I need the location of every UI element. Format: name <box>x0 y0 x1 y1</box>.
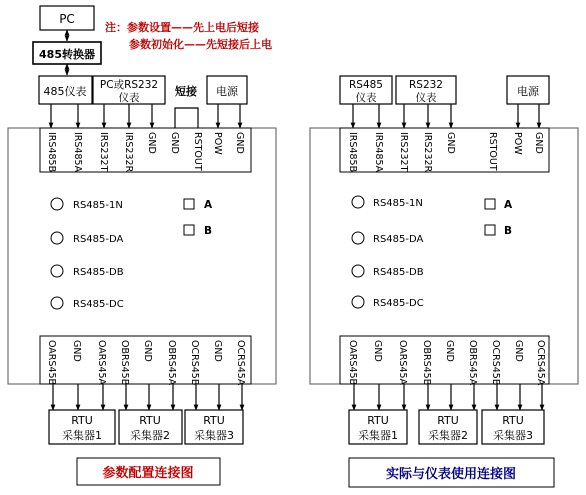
pc-label: PC <box>59 12 75 26</box>
right-rtu-group <box>349 410 544 444</box>
indicator-label: RS485-DA <box>73 234 124 245</box>
indicator-label: RS485-DC <box>73 299 124 310</box>
rtu-label: RTU <box>437 414 459 427</box>
indicator-label: RS485-1N <box>373 198 423 209</box>
pin-label: OARS45A <box>397 340 408 386</box>
pin-label: GND <box>71 340 82 362</box>
pin-label: IRS232T <box>98 132 109 172</box>
led-icon <box>51 297 63 309</box>
indicator-label: RS485-DA <box>373 234 424 245</box>
indicator-label: RS485-1N <box>73 200 123 211</box>
rs485-meter-label-1: RS485 <box>348 79 384 91</box>
switch-label: A <box>504 199 513 211</box>
pin-label: GND <box>445 132 456 154</box>
led-icon <box>352 296 364 308</box>
pin-label: RSTOUT <box>487 132 498 171</box>
left-top-wires <box>51 104 240 128</box>
pin-label: GND <box>513 340 524 362</box>
rs232-meter-label-2: 仪表 <box>415 92 437 104</box>
pin-label: GND <box>146 132 157 154</box>
pin-label: GND <box>169 132 180 154</box>
right-power-label: 电源 <box>517 85 539 98</box>
short-label: 短接 <box>175 85 197 98</box>
pin-label: OCRS45A <box>535 340 546 386</box>
pin-label: OARS45B <box>46 340 57 386</box>
rs232-meter-label-1: RS232 <box>408 79 444 91</box>
pin-label: IRS485B <box>347 132 358 173</box>
left-caption: 参数配置连接图 <box>102 466 194 481</box>
rtu-label: RTU <box>71 414 93 427</box>
pin-label: OARS45A <box>96 340 107 386</box>
pin-label: IRS232R <box>123 132 134 173</box>
switch-b-icon <box>184 225 194 235</box>
rtu-label: RTU <box>367 414 389 427</box>
led-icon <box>51 232 63 244</box>
pin-label: POW <box>512 132 523 155</box>
left-bottom-wires <box>53 384 242 410</box>
led-icon <box>51 198 63 210</box>
right-diagram <box>310 76 578 487</box>
note-line-1: 注：参数设置——先上电后短接 <box>105 21 259 34</box>
pin-label: RSTOUT <box>192 132 203 171</box>
rtu-label: 采集器1 <box>358 429 398 442</box>
switch-label: B <box>204 225 213 237</box>
indicator-label: RS485-DB <box>373 267 424 278</box>
rtu-label: 采集器1 <box>62 429 102 442</box>
switch-label: A <box>204 199 213 211</box>
led-icon <box>352 265 364 277</box>
indicator-label: RS485-DC <box>373 298 424 309</box>
switch-label: B <box>504 225 513 237</box>
power-label: 电源 <box>216 85 238 98</box>
pin-label: OARS45B <box>347 340 358 386</box>
rs485-meter-label-2: 仪表 <box>355 92 377 104</box>
note-line-2: 参数初始化——先短接后上电 <box>129 38 272 51</box>
rtu-label: 采集器3 <box>194 429 234 442</box>
pin-label: OBRS45A <box>166 340 177 386</box>
pin-label: GND <box>533 132 544 154</box>
switch-a-icon <box>184 199 194 209</box>
meter485-label: 485仪表 <box>43 85 87 98</box>
rtu-label: 采集器2 <box>130 429 170 442</box>
switch-b-icon <box>485 225 495 235</box>
pc-rs232-label-2: 仪表 <box>118 92 140 104</box>
right-bottom-wires <box>354 384 542 410</box>
led-icon <box>352 232 364 244</box>
rtu-label: 采集器2 <box>428 429 468 442</box>
pin-label: GND <box>444 340 455 362</box>
pin-label: IRS485A <box>72 132 83 173</box>
left-rtu-group <box>49 410 243 444</box>
right-caption: 实际与仪表使用连接图 <box>385 467 517 482</box>
pin-label: GND <box>142 340 153 362</box>
pin-label: GND <box>234 132 245 154</box>
led-icon <box>352 196 364 208</box>
pin-label: IRS485A <box>373 132 384 173</box>
led-icon <box>51 265 63 277</box>
pin-label: OBRS45B <box>119 340 130 386</box>
pin-label: OBRS45A <box>467 340 478 386</box>
pin-label: IRS232T <box>398 132 409 172</box>
pin-label: OCRS45A <box>235 340 246 386</box>
rtu-label: RTU <box>139 414 161 427</box>
rtu-label: RTU <box>203 414 225 427</box>
pin-label: GND <box>372 340 383 362</box>
right-top-wires <box>353 104 539 128</box>
indicator-label: RS485-DB <box>73 267 124 278</box>
switch-a-icon <box>485 199 495 209</box>
rtu-label: RTU <box>502 414 524 427</box>
pin-label: OCRS45B <box>490 340 501 386</box>
rtu-label: 采集器3 <box>493 429 533 442</box>
pin-label: OCRS45B <box>189 340 200 386</box>
pin-label: OBRS45B <box>421 340 432 386</box>
pin-label: POW <box>212 132 223 155</box>
pin-label: GND <box>212 340 223 362</box>
pc-rs232-label-1: PC或RS232 <box>99 79 159 91</box>
pin-label: IRS485B <box>46 132 57 173</box>
left-diagram <box>8 6 276 485</box>
converter-label: 485转换器 <box>39 48 95 61</box>
pin-label: IRS232R <box>422 132 433 173</box>
